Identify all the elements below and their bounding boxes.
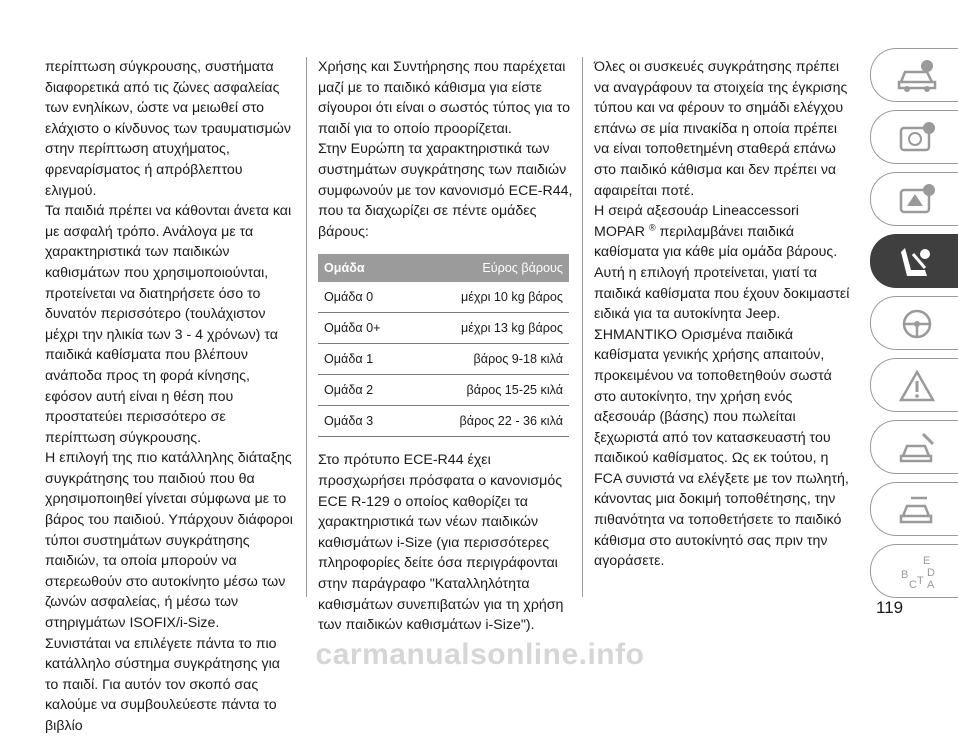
paragraph: Χρήσης και Συντήρησης που παρέχεται μαζί με το παιδικό κάθισμα για είστε σίγουροι ότι είναι ο σωστός τύπος για το παιδί για το οποίο προορίζεται. [318, 59, 570, 137]
text-fragment: Η σειρά αξεσουάρ Lineaccessori MOPAR [594, 203, 799, 240]
tab-driving[interactable] [870, 296, 958, 350]
tab-warnings[interactable] [870, 172, 958, 226]
index-letter: E [923, 555, 931, 567]
paragraph [594, 201, 850, 325]
weight-cell: βάρος 9-18 κιλά [411, 344, 569, 375]
tab-specs[interactable] [870, 482, 958, 536]
group-cell: Ομάδα 0+ [318, 313, 411, 344]
table-row [318, 282, 569, 313]
table-row [318, 344, 569, 375]
steering-wheel-icon [897, 306, 937, 342]
column-divider [306, 57, 307, 597]
paragraph: Η επιλογή της πιο κατάλληλης διάταξης συγκράτησης του παιδιού που θα χρησιμοποιηθεί γίνεται σύμφωνα με το βάρος του παιδιού. Υπάρχουν διάφοροι τύποι συστημάτων συγκράτησης παιδιών, τα οποία μπορούν να στερεωθούν στο αυτοκίνητο μέσω των ζωνών ασφαλείας, ή μέσω των στηριγμάτων ISOFIX/i-Size. [45, 450, 293, 632]
page-number: 119 [876, 598, 904, 617]
table-row [318, 313, 569, 344]
tab-safety[interactable] [870, 234, 958, 288]
warning-triangle-icon [897, 368, 937, 404]
tab-multimedia[interactable] [870, 544, 958, 598]
header-weight-range: Εύρος βάρους [411, 254, 569, 282]
car-info-icon [897, 58, 937, 94]
text-column-1 [45, 57, 297, 737]
weight-cell: βάρος 22 - 36 κιλά [411, 406, 569, 437]
dashboard-gauge-icon [897, 120, 937, 156]
index-letter: C [909, 579, 917, 591]
index-letter: D [927, 567, 935, 579]
index-letter: T [917, 575, 924, 587]
car-specs-icon [897, 492, 937, 528]
column-divider [582, 57, 583, 597]
tab-service[interactable] [870, 420, 958, 474]
warning-info-icon [897, 182, 937, 218]
weight-groups-table [318, 254, 569, 437]
weight-cell: βάρος 15-25 κιλά [411, 375, 569, 406]
table-row [318, 375, 569, 406]
group-cell: Ομάδα 2 [318, 375, 411, 406]
text-column-2 [318, 57, 573, 636]
index-letters-icon [897, 554, 941, 592]
paragraph: Στην Ευρώπη τα χαρακτηριστικά των συστημάτων συγκράτησης των παιδιών συμφωνούν με τον κανονισμό ECE-R44, που τα διαχωρίζει σε πέντε ομάδες βάρους: [318, 141, 573, 240]
car-service-icon [897, 430, 937, 466]
registered-mark: ® [648, 222, 656, 233]
paragraph: Συνιστάται να επιλέγετε πάντα το πιο κατάλληλο σύστημα συγκράτησης για το παιδί. Για αυτόν τον σκοπό σας καλούμε να συμβουλεύεστε πάντα το βιβλίο [45, 635, 280, 734]
table-header-row [318, 254, 569, 282]
weight-cell: μέχρι 10 kg βάρος [411, 282, 569, 313]
group-cell: Ομάδα 3 [318, 406, 411, 437]
tab-car-info[interactable] [870, 48, 958, 102]
chapter-index-sidebar [868, 0, 960, 678]
table-row [318, 406, 569, 437]
index-letter: B [901, 569, 909, 581]
group-cell: Ομάδα 0 [318, 282, 411, 313]
tab-emergency[interactable] [870, 358, 958, 412]
text-column-3 [594, 57, 850, 572]
paragraph: περίπτωση σύγκρουσης, συστήματα διαφορετικά από τις ζώνες ασφαλείας των ενηλίκων, ώστε να μειωθεί στο ελάχιστο ο κίνδυνος των τραυματισμών στην περίπτωση ατυχήματος, φρεναρίσματος ή απρόβλεπτου ελιγμού. [45, 59, 291, 199]
paragraph: Στο πρότυπο ECE-R44 έχει προσχωρήσει πρόσφατα ο κανονισμός ECE R-129 ο οποίος καθορίζει τα χαρακτηριστικά των νέων παιδικών καθισμάτων i-Size (για περισσότερες πληροφορίες δείτε όσα περιγράφονται στην παράγραφο "Καταλληλότητα καθισμάτων συνεπιβατών για τη χρήση των παιδικών καθισμάτων i-Size"). [318, 452, 564, 634]
index-letter: A [927, 579, 935, 591]
paragraph: Όλες οι συσκευές συγκράτησης πρέπει να αναγράφουν τα στοιχεία της έγκρισης τύπου και να φέρουν το σημάδι ελέγχου επάνω σε μία πινακίδα η οποία πρέπει να είναι τοποθετημένη σταθερά επάνω στο παιδικό κάθισμα και δεν πρέπει να αφαιρείται ποτέ. [594, 59, 848, 199]
paragraph: ΣΗΜΑΝΤΙΚΟ Ορισμένα παιδικά καθίσματα γενικής χρήσης απαιτούν, προκειμένου να τοποθετηθούν σωστά στο αυτοκίνητο, την χρήση ενός αξεσουάρ (βάσης) που πωλείται ξεχωριστά από τον κατασκευαστή του παιδικού καθίσματος. Ως εκ τούτου, η FCA συνιστά να ελέγξετε με τον πωλητή, κάνοντας μια δοκιμή τοποθέτησης, την πιθανότητα να τοποθετήσετε το παιδικό κάθισμα στο αυτοκίνητό σας πριν την αγοράσετε. [594, 326, 849, 570]
tab-dashboard[interactable] [870, 110, 958, 164]
text-fragment: περιλαμβάνει παιδικά καθίσματα για κάθε μία ομάδα βάρους. Αυτή η επιλογή προτείνεται, γιατί τα παιδικά καθίσματα που έχουν δοκιμαστεί ειδικά για τα αυτοκίνητα Jeep. [594, 223, 850, 323]
seat-safety-icon [897, 244, 937, 280]
header-group: Ομάδα [318, 254, 411, 282]
watermark: carmanualsonline.info [315, 638, 645, 671]
group-cell: Ομάδα 1 [318, 344, 411, 375]
weight-cell: μέχρι 13 kg βάρος [411, 313, 569, 344]
paragraph: Τα παιδιά πρέπει να κάθονται άνετα και με ασφαλή τρόπο. Ανάλογα με τα χαρακτηριστικά των παιδικών καθισμάτων που χρησιμοποιούνται, προτείνεται να διατηρήσετε όσο το δυνατόν περισσότερο (τουλάχιστον μέχρι την ηλικία των 3 - 4 χρόνων) τα παιδικά καθίσματα που βλέπουν ανάποδα προς τη φορά κίνησης, εφόσον αυτή είναι η θέση που προστατεύει περισσότερο σε περίπτωση σύγκρουσης. [45, 203, 292, 446]
